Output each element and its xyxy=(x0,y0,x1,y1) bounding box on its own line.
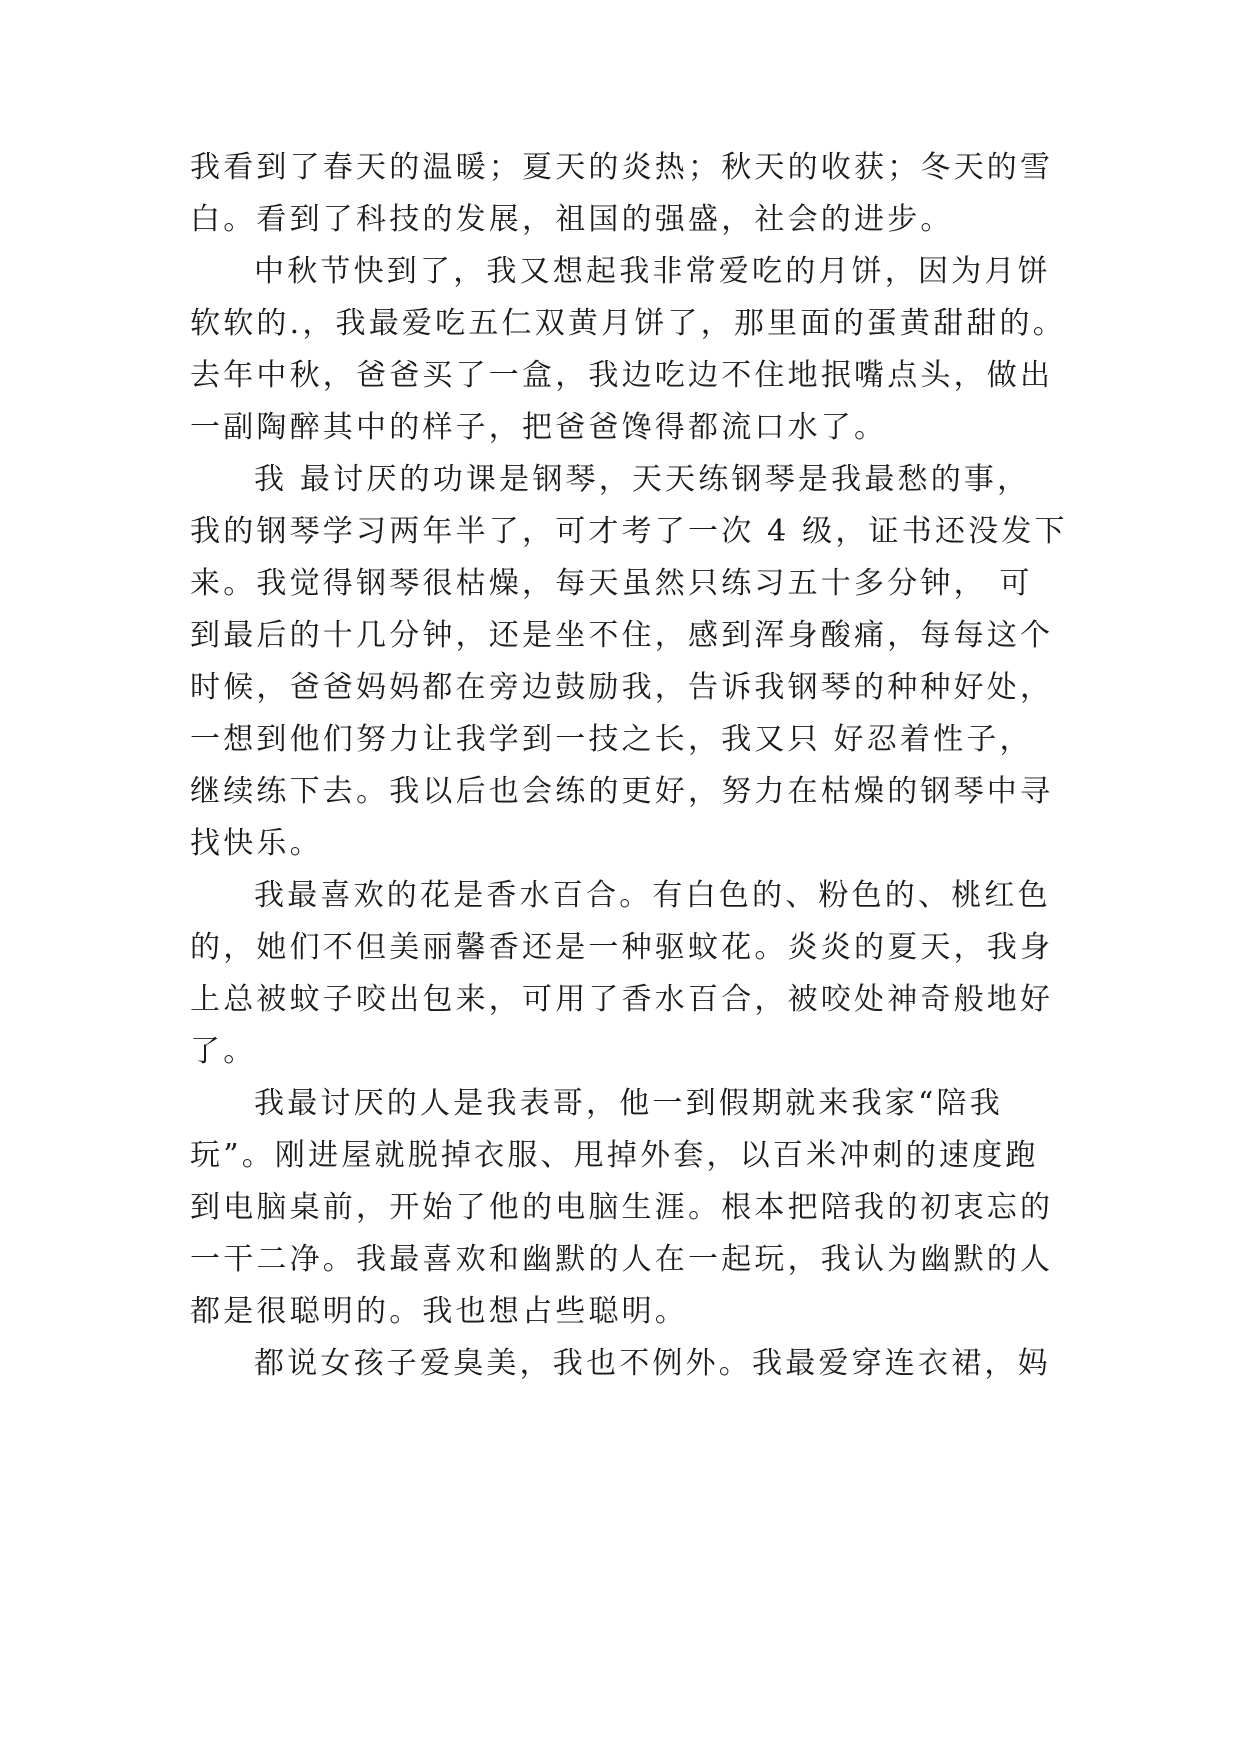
text-line: 一干二净。我最喜欢和幽默的人在一起玩，我认为幽默的人 xyxy=(190,1242,1054,1277)
text-line: 我最讨厌的人是我表哥，他一到假期就来我家“陪我 xyxy=(254,1086,1003,1121)
text-line: 到电脑桌前，开始了他的电脑生涯。根本把陪我的初衷忘的 xyxy=(190,1190,1054,1225)
text-line: 软软的.，我最爱吃五仁双黄月饼了，那里面的蛋黄甜甜的。 xyxy=(190,306,1066,341)
text-line: 玩”。刚进屋就脱掉衣服、甩掉外套，以百米冲刺的速度跑 xyxy=(190,1138,1039,1173)
text-line: 我看到了春天的温暖；夏天的炎热；秋天的收获；冬天的雪 xyxy=(190,150,1054,185)
text-line: 时候，爸爸妈妈都在旁边鼓励我，告诉我钢琴的种种好处， xyxy=(190,670,1054,705)
text-line: 我的钢琴学习两年半了，可才考了一次 4 级，证书还没发下 xyxy=(190,514,1068,549)
text-line: 到最后的十几分钟，还是坐不住，感到浑身酸痛，每每这个 xyxy=(190,618,1054,653)
text-line: 中秋节快到了，我又想起我非常爱吃的月饼，因为月饼 xyxy=(254,254,1051,289)
text-line: 了。 xyxy=(190,1034,257,1069)
text-line: 上总被蚊子咬出包来，可用了香水百合，被咬处神奇般地好 xyxy=(190,982,1054,1017)
text-line: 去年中秋，爸爸买了一盒，我边吃边不住地抿嘴点头，做出 xyxy=(190,358,1054,393)
text-line: 一副陶醉其中的样子，把爸爸馋得都流口水了。 xyxy=(190,410,888,445)
text-line: 白。看到了科技的发展，祖国的强盛，社会的进步。 xyxy=(190,202,954,237)
text-line: 继续练下去。我以后也会练的更好，努力在枯燥的钢琴中寻 xyxy=(190,774,1054,809)
text-line: 找快乐。 xyxy=(190,826,323,861)
text-line: 我 最讨厌的功课是钢琴，天天练钢琴是我最愁的事， xyxy=(254,462,1031,497)
text-line: 来。我觉得钢琴很枯燥，每天虽然只练习五十多分钟， 可 xyxy=(190,566,1033,601)
text-line: 我最喜欢的花是香水百合。有白色的、粉色的、桃红色 xyxy=(254,878,1051,913)
text-line: 都是很聪明的。我也想占些聪明。 xyxy=(190,1294,688,1329)
text-line: 一想到他们努力让我学到一技之长，我又只 好忍着性子， xyxy=(190,722,1033,757)
text-line: 的，她们不但美丽馨香还是一种驱蚊花。炎炎的夏天，我身 xyxy=(190,930,1054,965)
text-line: 都说女孩子爱臭美，我也不例外。我最爱穿连衣裙，妈 xyxy=(254,1346,1051,1381)
